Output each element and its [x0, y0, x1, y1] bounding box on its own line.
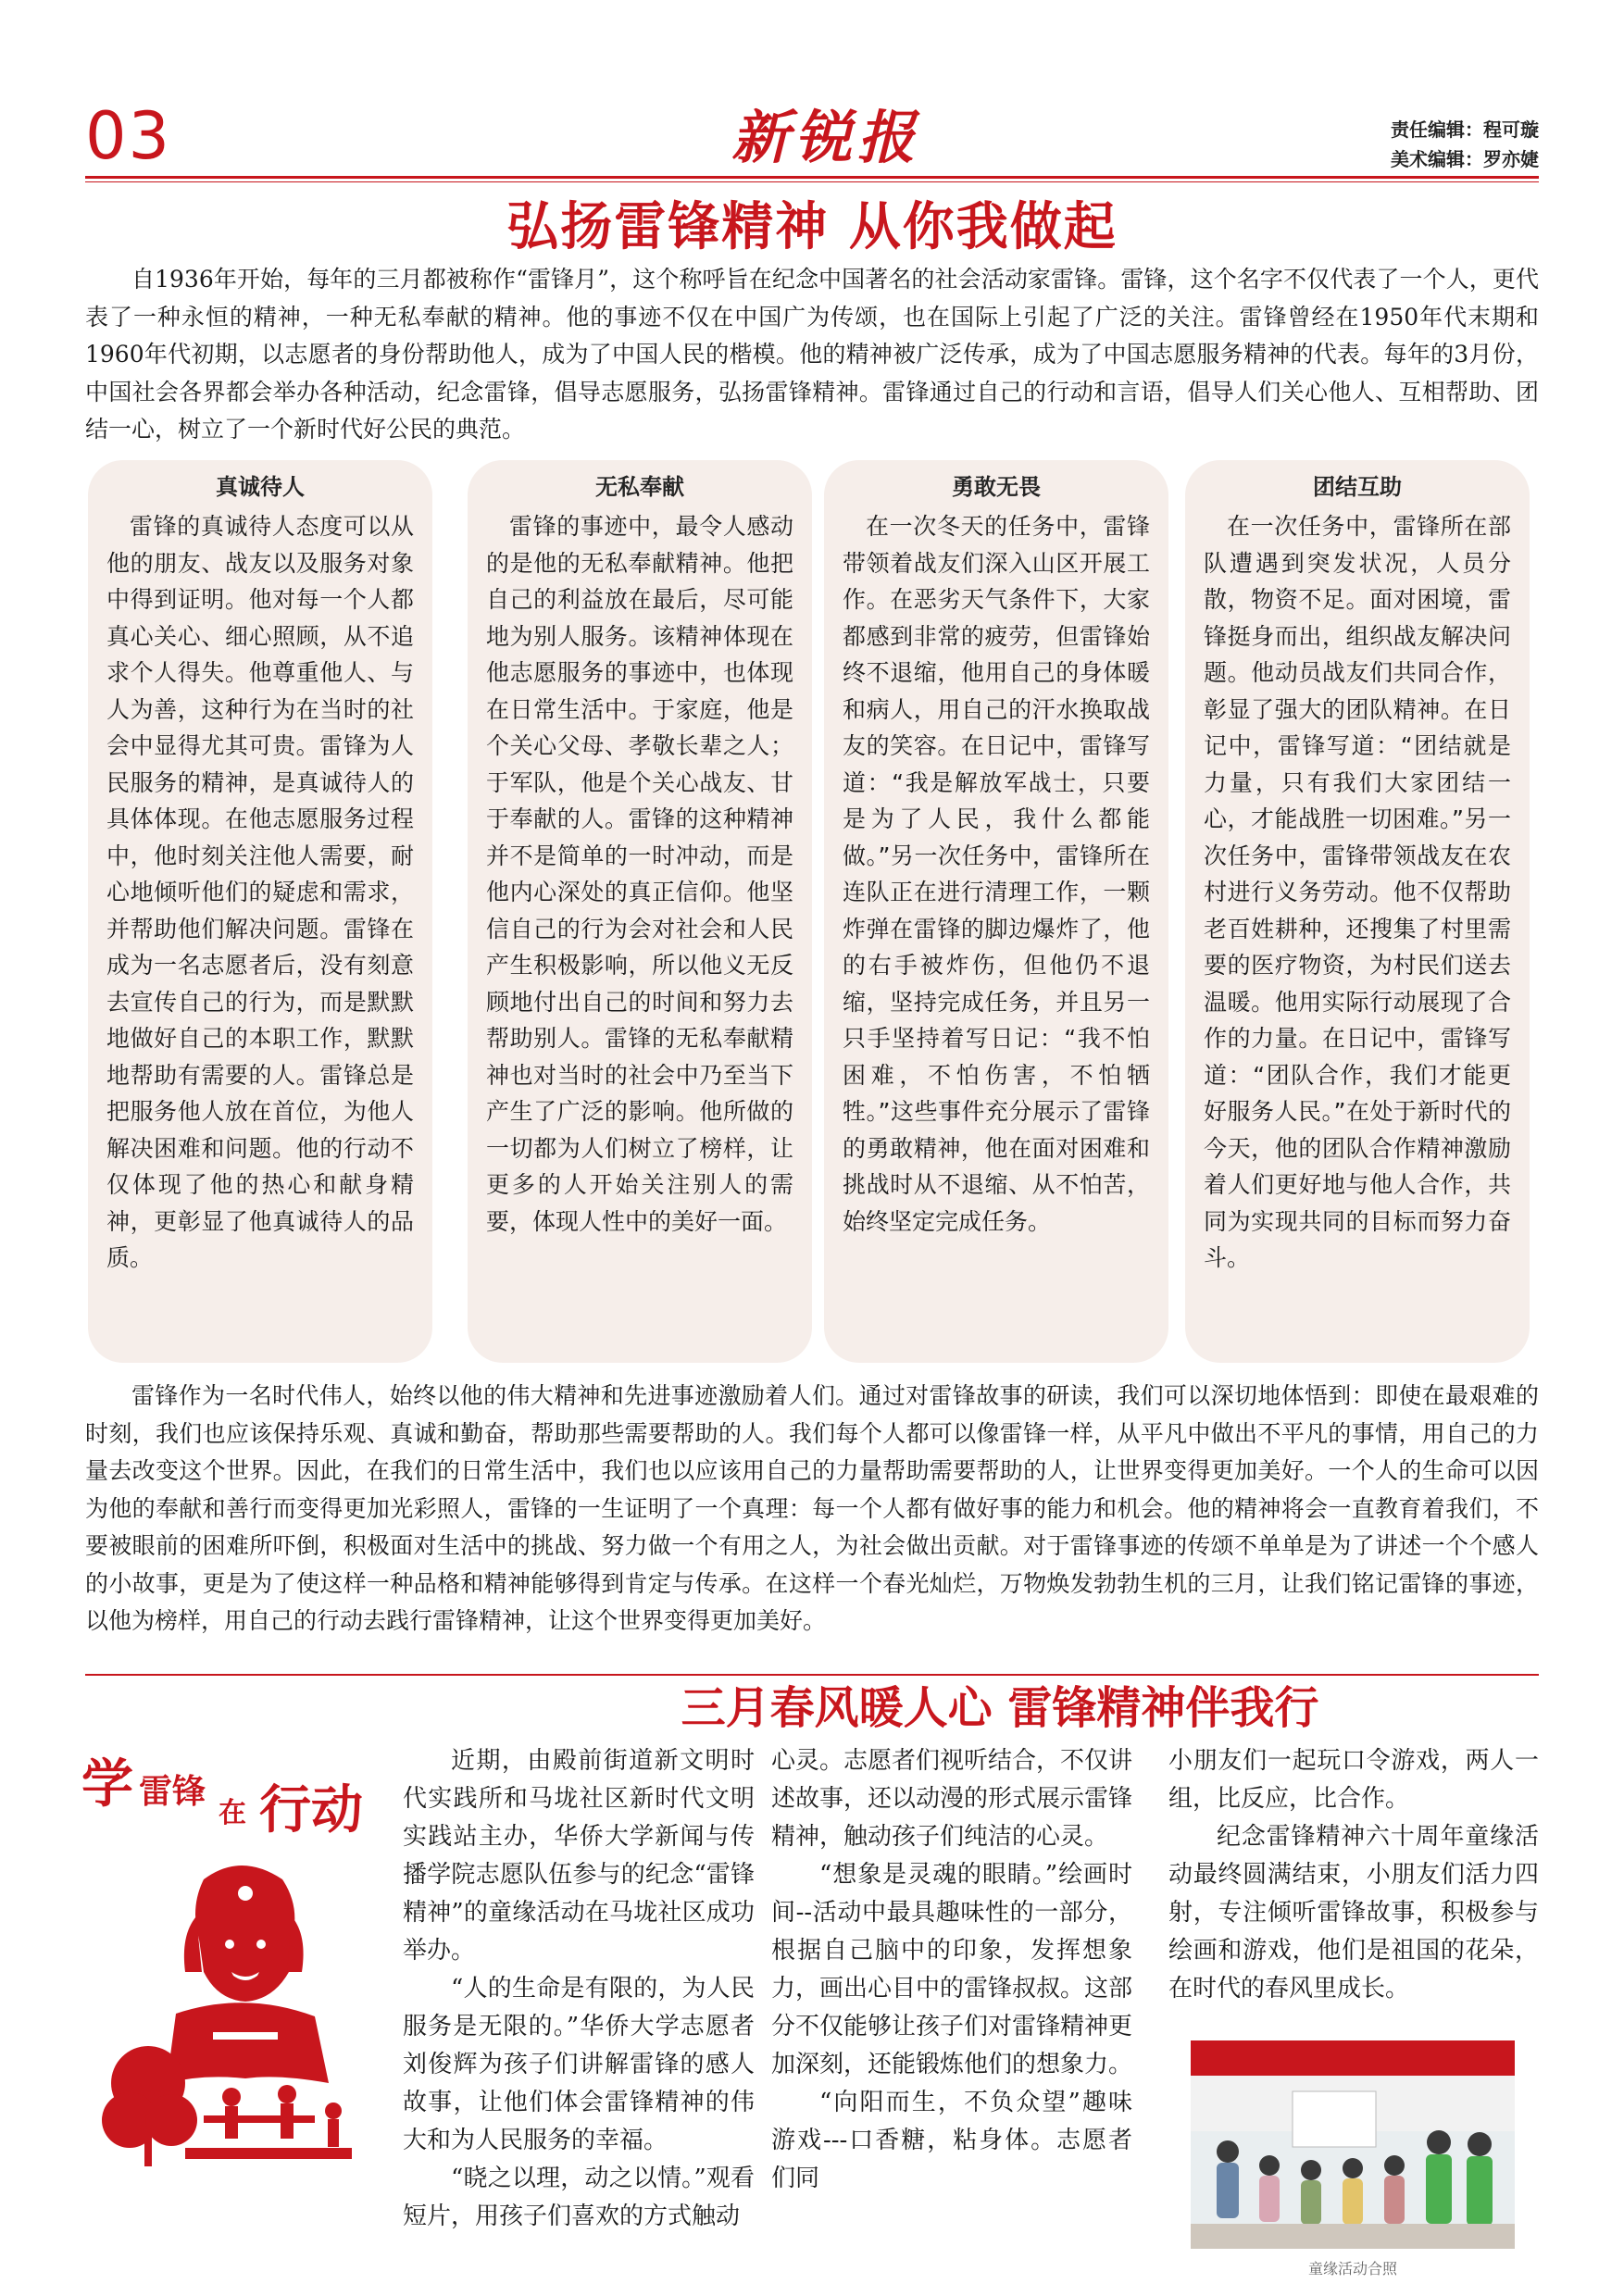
virtue-box-bravery — [824, 460, 1168, 1363]
article1-conclusion: 雷锋作为一名时代伟人，始终以他的伟大精神和先进事迹激励着人们。通过对雷锋故事的研读，我们可以深切地体悟到：即使在最艰难的时刻，我们也应该保持乐观、真诚和勤奋，帮助那些需要帮助的人。我们每个人都可以像雷锋一样，从平凡中做出不平凡的事情，用自己的力量去改变这个世界。因此，在我们的日常生活中，我们也以应该用自己的力量帮助需要帮助的人，让世界变得更加美好。一个人的生命可以因为他的奉献和善行而变得更加光彩照人，雷锋的一生证明了一个真理：每一个人都有做好事的能力和机会。他的精神将会一直教育着我们，不要被眼前的困难所吓倒，积极面对生活中的挑战、努力做一个有用之人，为社会做出贡献。对于雷锋事迹的传颂不单单是为了讲述一个个感人的小故事，更是为了使这样一种品格和精神能够得到肯定与传承。在这样一个春光灿烂，万物焕发勃勃生机的三月，让我们铭记雷锋的事迹，以他为榜样，用自己的行动去践行雷锋精神，让这个世界变得更加美好。 — [85, 1382, 1539, 1634]
lei-feng-papercut-icon — [93, 1852, 370, 2176]
paragraph: 小朋友们一起玩口令游戏，两人一组，比反应，比合作。 — [1168, 1747, 1539, 1813]
article2-column-3 — [1168, 1742, 1539, 2008]
slogan-part: 行动 — [259, 1780, 363, 1841]
paragraph: 心灵。志愿者们视听结合，不仅讲述故事，还以动漫的形式展示雷锋精神，触动孩子们纯洁的心灵。 — [771, 1747, 1133, 1851]
article1-headline: 弘扬雷锋精神 从你我做起 — [506, 197, 1118, 257]
header-rule-thin — [85, 181, 1539, 182]
paragraph: “向阳而生，不负众望”趣味游戏---口香糖，粘身体。志愿者们同 — [771, 2089, 1132, 2192]
group-photo — [1191, 2040, 1515, 2249]
virtue-box-text: 在一次任务中，雷锋所在部队遭遇到突发状况，人员分散，物资不足。面对困境，雷锋挺身而出，组织战友解决问题。他动员战友们共同合作，彰显了强大的团队精神。在日记中，雷锋写道：“团结就是力量，只有我们大家团结一心，才能战胜一切困难。”另一次任务中，雷锋带领战友在农村进行义务劳动。他不仅帮助老百姓耕种，还搜集了村里需要的医疗物资，为村民们送去温暖。他用实际行动展现了合作的力量。在日记中，雷锋写道：“团队合作，我们才能更好服务人民。”在处于新时代的今天，他的团队合作精神激励着人们更好地与他人合作，共同为实现共同的目标而努力奋斗。 — [1204, 513, 1511, 1271]
photo-caption: 童缘活动合照 — [1307, 2260, 1397, 2277]
editor-in-charge: 责任编辑：程可璇 — [1391, 119, 1539, 141]
article2-headline: 三月春风暖人心 雷锋精神伴我行 — [681, 1682, 1319, 1734]
paragraph: “想象是灵魂的眼睛。”绘画时间--活动中最具趣味性的一部分，根据自己脑中的印象，发挥想象力，画出心目中的雷锋叔叔。这部分不仅能够让孩子们对雷锋精神更加深刻，还能锻炼他们的想象力。 — [771, 1861, 1133, 2078]
virtue-box-sincerity — [88, 460, 432, 1363]
slogan-part: 学 — [81, 1754, 133, 1815]
paragraph: “人的生命是有限的，为人民服务是无限的。”华侨大学志愿者刘俊辉为孩子们讲解雷锋的感人故事，让他们体会雷锋精神的伟大和为人民服务的幸福。 — [403, 1975, 755, 2154]
page-number: 03 — [85, 98, 172, 174]
virtue-box-title: 无私奉献 — [595, 474, 684, 500]
slogan-part: 在 — [219, 1797, 246, 1829]
virtue-box-text: 雷锋的真诚待人态度可以从他的朋友、战友以及服务对象中得到证明。他对每一个人都真心关心、细心照顾，从不追求个人得失。他尊重他人、与人为善，这种行为在当时的社会中显得尤其可贵。雷锋为人民服务的精神，是真诚待人的具体体现。在他志愿服务过程中，他时刻关注他人需要，耐心地倾听他们的疑虑和需求，并帮助他们解决问题。雷锋在成为一名志愿者后，没有刻意去宣传自己的行为，而是默默地做好自己的本职工作，默默地帮助有需要的人。雷锋总是把服务他人放在首位，为他人解决困难和问题。他的行动不仅体现了他的热心和献身精神，更彰显了他真诚待人的品质。 — [106, 513, 414, 1271]
article1-intro: 自1936年开始，每年的三月都被称作“雷锋月”，这个称呼旨在纪念中国著名的社会活动家雷锋。雷锋，这个名字不仅代表了一个人，更代表了一种永恒的精神，一种无私奉献的精神。他的事迹不仅在中国广为传颂，也在国际上引起了广泛的关注。雷锋曾经在1950年代末期和1960年代初期，以志愿者的身份帮助他人，成为了中国人民的楷模。他的精神被广泛传承，成为了中国志愿服务精神的代表。每年的3月份，中国社会各界都会举办各种活动，纪念雷锋，倡导志愿服务，弘扬雷锋精神。雷锋通过自己的行动和言语，倡导人们关心他人、互相帮助、团结一心，树立了一个新时代好公民的典范。 — [85, 266, 1539, 443]
slogan-part: 雷锋 — [139, 1773, 206, 1811]
virtue-box-unity — [1185, 460, 1530, 1363]
slogan-art — [81, 1754, 378, 1842]
virtue-box-title: 勇敢无畏 — [952, 474, 1041, 500]
masthead: 新锐报 — [731, 104, 921, 171]
virtue-box-title: 真诚待人 — [216, 474, 305, 500]
art-editor: 美术编辑：罗亦婕 — [1391, 148, 1539, 170]
virtue-box-title: 团结互助 — [1313, 474, 1402, 500]
virtue-box-dedication — [468, 460, 812, 1363]
paragraph: “晓之以理，动之以情。”观看短片，用孩子们喜欢的方式触动 — [403, 2165, 755, 2230]
article2-column-1 — [403, 1742, 755, 2236]
paragraph: 纪念雷锋精神六十周年童缘活动最终圆满结束，小朋友们活力四射，专注倾听雷锋故事，积极参与绘画和游戏，他们是祖国的花朵，在时代的春风里成长。 — [1168, 1823, 1539, 2003]
header-rule — [85, 176, 1539, 179]
virtue-box-text: 在一次冬天的任务中，雷锋带领着战友们深入山区开展工作。在恶劣天气条件下，大家都感到非常的疲劳，但雷锋始终不退缩，他用自己的身体暖和病人，用自己的汗水换取战友的笑容。在日记中，雷锋写道：“我是解放军战士，只要是为了人民，我什么都能做。”另一次任务中，雷锋所在连队正在进行清理工作，一颗炸弹在雷锋的脚边爆炸了，他的右手被炸伤，但他仍不退缩，坚持完成任务，并且另一只手坚持着写日记：“我不怕困难，不怕伤害，不怕牺牲。”这些事件充分展示了雷锋的勇敢精神，他在面对困难和挑战时从不退缩、从不怕苦，始终坚定完成任务。 — [843, 513, 1150, 1235]
paragraph: 近期，由殿前街道新文明时代实践所和马垅社区新时代文明实践站主办，华侨大学新闻与传播学院志愿队伍参与的纪念“雷锋精神”的童缘活动在马垅社区成功举办。 — [403, 1747, 755, 1965]
virtue-box-text: 雷锋的事迹中，最令人感动的是他的无私奉献精神。他把自己的利益放在最后，尽可能地为别人服务。该精神体现在他志愿服务的事迹中，也体现在日常生活中。于家庭，他是个关心父母、孝敬长辈之人；于军队，他是个关心战友、甘于奉献的人。雷锋的这种精神并不是简单的一时冲动，而是他内心深处的真正信仰。他坚信自己的行为会对社会和人民产生积极影响，所以他义无反顾地付出自己的时间和努力去帮助别人。雷锋的无私奉献精神也对当时的社会中乃至当下产生了广泛的影响。他所做的一切都为人们树立了榜样，让更多的人开始关注别人的需要，体现人性中的美好一面。 — [486, 513, 793, 1235]
article2-column-2 — [771, 1742, 1132, 2198]
section-divider — [85, 1674, 1539, 1676]
